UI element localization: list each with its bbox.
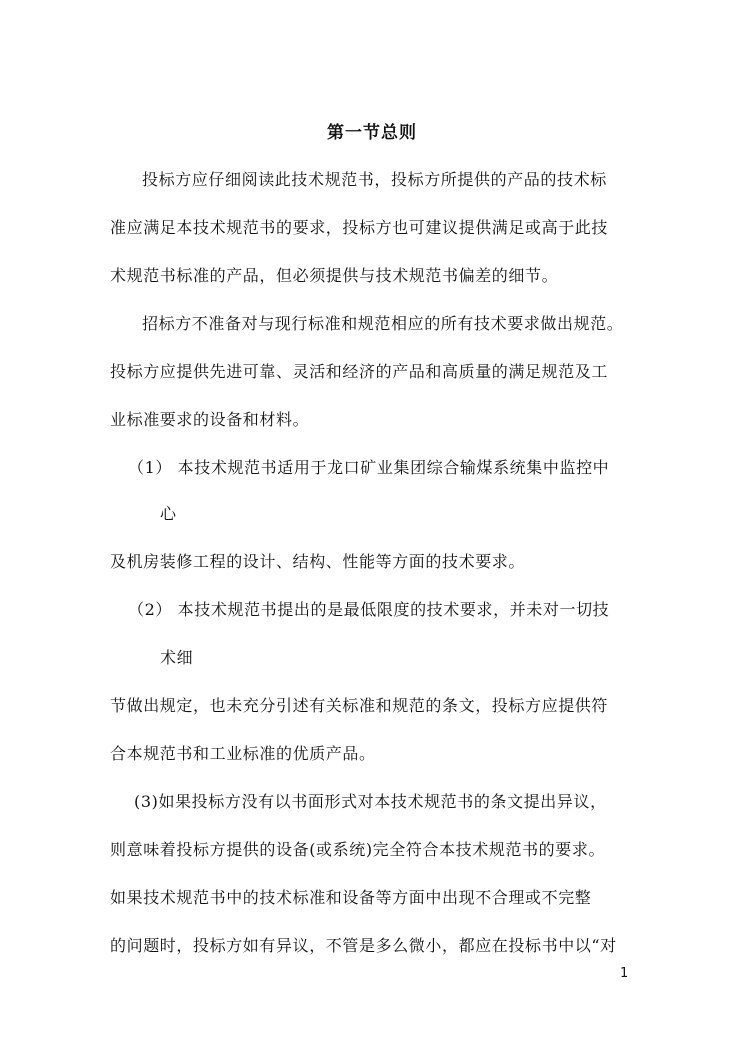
item-1-line-2: 心 [160, 504, 177, 523]
item-1-line-3: 及机房装修工程的设计、结构、性能等方面的技术要求。 [110, 552, 526, 571]
item-2-line-3: 节做出规定，也未充分引述有关标准和规范的条文，投标方应提供符 [110, 696, 609, 715]
page-number: 1 [620, 966, 629, 981]
item-2-line-2: 术细 [160, 648, 194, 667]
paragraph-1-line-3: 术规范书标准的产品，但必须提供与技术规范书偏差的细节。 [110, 266, 559, 285]
item-3-line-2: 则意味着投标方提供的设备(或系统)完全符合本技术规范书的要求。 [110, 840, 606, 859]
paragraph-2-line-3: 业标准要求的设备和材料。 [110, 410, 310, 429]
section-title: 第一节总则 [327, 123, 417, 143]
item-2-line-1: （2） 本技术规范书提出的是最低限度的技术要求，并未对一切技 [128, 600, 610, 619]
paragraph-2-line-1: 招标方不准备对与现行标准和规范相应的所有技术要求做出规范。 [142, 314, 624, 333]
item-1-line-1: （1） 本技术规范书适用于龙口矿业集团综合输煤系统集中监控中 [128, 458, 610, 477]
paragraph-2-line-2: 投标方应提供先进可靠、灵活和经济的产品和高质量的满足规范及工 [110, 362, 609, 381]
paragraph-1-line-2: 准应满足本技术规范书的要求，投标方也可建议提供满足或高于此技 [110, 218, 609, 237]
item-3-line-3: 如果技术规范书中的技术标准和设备等方面中出现不合理或不完整 [110, 888, 592, 907]
item-2-line-4: 合本规范书和工业标准的优质产品。 [110, 744, 376, 763]
paragraph-1-line-1: 投标方应仔细阅读此技术规范书，投标方所提供的产品的技术标 [142, 170, 607, 189]
item-3-line-1: (3)如果投标方没有以书面形式对本技术规范书的条文提出异议， [134, 792, 607, 811]
item-3-line-4: 的问题时，投标方如有异议，不管是多么微小，都应在投标书中以“对 [110, 936, 617, 955]
